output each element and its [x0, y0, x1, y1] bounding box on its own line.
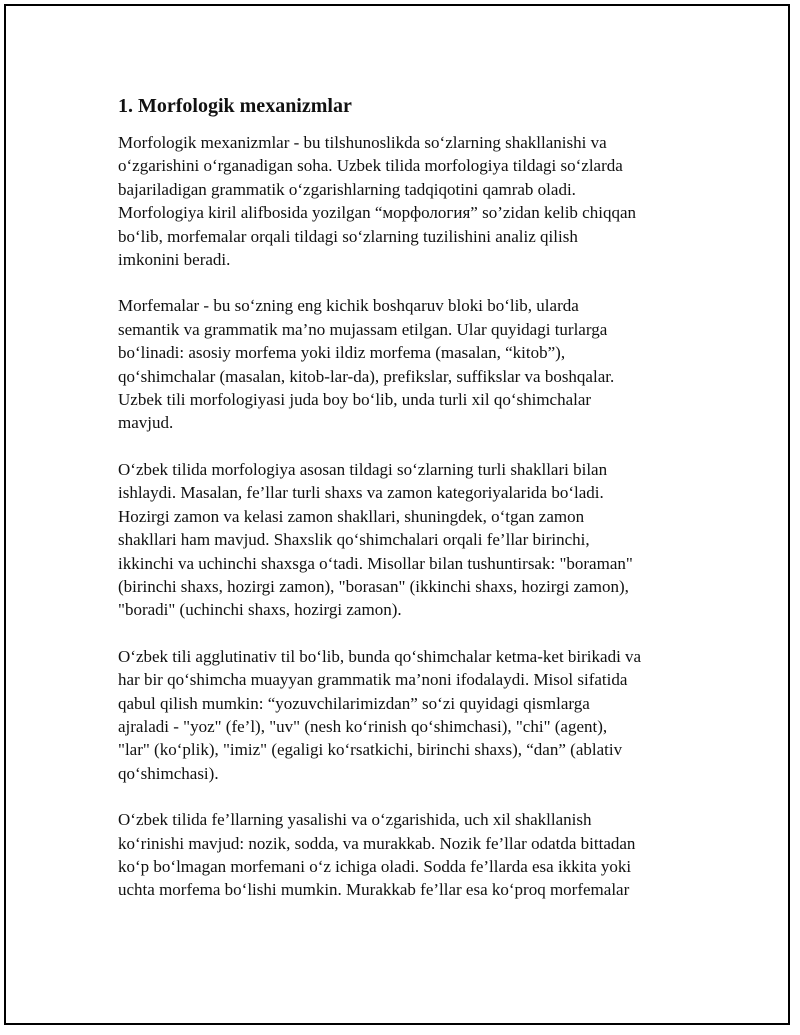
text-line: ishlaydi. Masalan, fe’llar turli shaxs va zamon kategoriyalarida bo‘ladi.	[118, 483, 604, 503]
text-line: o‘zgarishini o‘rganadigan soha. Uzbek tilida morfologiya tildagi so‘zlarda	[118, 156, 623, 176]
text-line: ajraladi - "yoz" (fe’l), "uv" (nesh ko‘rinish qo‘shimchasi), "chi" (agent),	[118, 716, 608, 736]
paragraph	[118, 458, 698, 622]
text-line: ikkinchi va uchinchi shaxsga o‘tadi. Misollar bilan tushuntirsak: "boraman"	[118, 553, 633, 573]
text-line: bo‘lib, morfemalar orqali tildagi so‘zlarning tuzilishini analiz qilish	[118, 226, 578, 246]
text-line: qo‘shimchalar (masalan, kitob-lar-da), prefikslar, suffikslar va boshqalar.	[118, 366, 615, 386]
text-line: bo‘linadi: asosiy morfema yoki ildiz morfema (masalan, “kitob”),	[118, 343, 566, 363]
text-line: Morfemalar - bu so‘zning eng kichik boshqaruv bloki bo‘lib, ularda	[118, 296, 579, 316]
text-line: semantik va grammatik ma’no mujassam etilgan. Ular quyidagi turlarga	[118, 319, 608, 339]
text-line: (birinchi shaxs, hozirgi zamon), "borasan" (ikkinchi shaxs, hozirgi zamon),	[118, 576, 629, 596]
text-line: Morfologiya kiril alifbosida yozilgan “морфология” so’zidan kelib chiqqan	[118, 203, 636, 223]
text-line: bajariladigan grammatik o‘zgarishlarning tadqiqotini qamrab oladi.	[118, 179, 576, 199]
text-line: ko‘rinishi mavjud: nozik, sodda, va murakkab. Nozik fe’llar odatda bittadan	[118, 833, 636, 853]
text-line: Uzbek tili morfologiyasi juda boy bo‘lib, unda turli xil qo‘shimchalar	[118, 390, 592, 410]
paragraph	[118, 808, 698, 902]
text-line: imkonini beradi.	[118, 250, 231, 270]
text-line: "lar" (ko‘plik), "imiz" (egaligi ko‘rsatkichi, birinchi shaxs), “dan” (ablativ	[118, 740, 623, 760]
text-line: O‘zbek tilida morfologiya asosan tildagi so‘zlarning turli shakllari bilan	[118, 459, 608, 479]
text-line: uchta morfema bo‘lishi mumkin. Murakkab fe’llar esa ko‘proq morfemalar	[118, 880, 630, 900]
text-line: ko‘p bo‘lmagan morfemani o‘z ichiga oladi. Sodda fe’llarda esa ikkita yoki	[118, 856, 632, 876]
text-line: qabul qilish mumkin: “yozuvchilarimizdan” so‘zi quyidagi qismlarga	[118, 693, 590, 713]
text-line: O‘zbek tilida fe’llarning yasalishi va o‘zgarishida, uch xil shakllanish	[118, 810, 592, 830]
text-line: Morfologik mexanizmlar - bu tilshunoslikda so‘zlarning shakllanishi va	[118, 133, 607, 152]
paragraph	[118, 294, 698, 434]
document-body	[118, 93, 698, 925]
paragraph	[118, 131, 698, 271]
text-line: mavjud.	[118, 413, 174, 433]
text-line: O‘zbek tili agglutinativ til bo‘lib, bunda qo‘shimchalar ketma-ket birikadi va	[118, 646, 642, 666]
text-line: qo‘shimchasi).	[118, 763, 219, 783]
text-line: Hozirgi zamon va kelasi zamon shakllari, shuningdek, o‘tgan zamon	[118, 506, 585, 526]
section-heading: 1. Morfologik mexanizmlar	[118, 95, 352, 117]
paragraph	[118, 645, 698, 785]
text-line: shakllari ham mavjud. Shaxslik qo‘shimchalari orqali fe’llar birinchi,	[118, 530, 590, 550]
text-line: har bir qo‘shimcha muayyan grammatik ma’noni ifodalaydi. Misol sifatida	[118, 670, 628, 690]
text-line: "boradi" (uchinchi shaxs, hozirgi zamon).	[118, 600, 402, 620]
